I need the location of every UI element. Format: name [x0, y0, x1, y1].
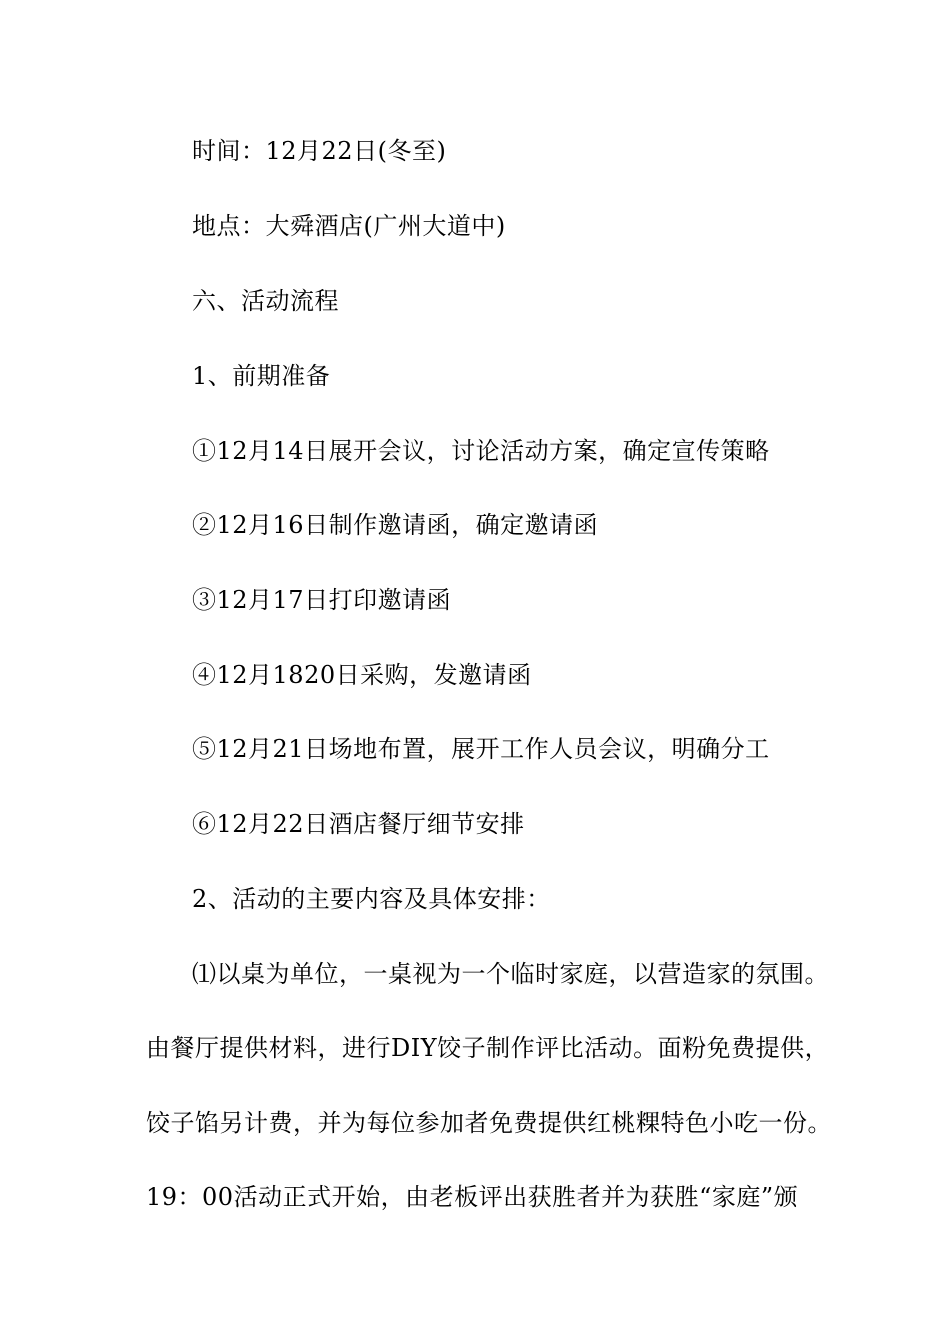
paragraph-line-1: ⑴以桌为单位，一桌视为一个临时家庭，以营造家的氛围。 [192, 960, 829, 988]
paragraph-line-2: 由餐厅提供材料，进行DIY饺子制作评比活动。面粉免费提供， [146, 1034, 830, 1062]
prep-item-1: ①12月14日展开会议，讨论活动方案，确定宣传策略 [192, 437, 770, 465]
time-line: 时间：12月22日(冬至) [192, 137, 447, 165]
subheading-main-content: 2、活动的主要内容及具体安排： [192, 885, 551, 913]
paragraph-line-3: 饺子馅另计费，并为每位参加者免费提供红桃粿特色小吃一份。 [146, 1109, 832, 1137]
prep-item-5: ⑤12月21日场地布置，展开工作人员会议，明确分工 [192, 735, 770, 763]
prep-item-3: ③12月17日打印邀请函 [192, 586, 452, 614]
prep-item-4: ④12月1820日采购，发邀请函 [192, 661, 532, 689]
location-line: 地点：大舜酒店(广州大道中) [192, 212, 506, 240]
paragraph-line-4: 19：00活动正式开始，由老板评出获胜者并为获胜“家庭”颁 [146, 1183, 799, 1211]
subheading-preparation: 1、前期准备 [192, 362, 331, 390]
section-heading-activity-flow: 六、活动流程 [192, 287, 339, 315]
prep-item-2: ②12月16日制作邀请函，确定邀请函 [192, 511, 599, 539]
prep-item-6: ⑥12月22日酒店餐厅细节安排 [192, 810, 525, 838]
